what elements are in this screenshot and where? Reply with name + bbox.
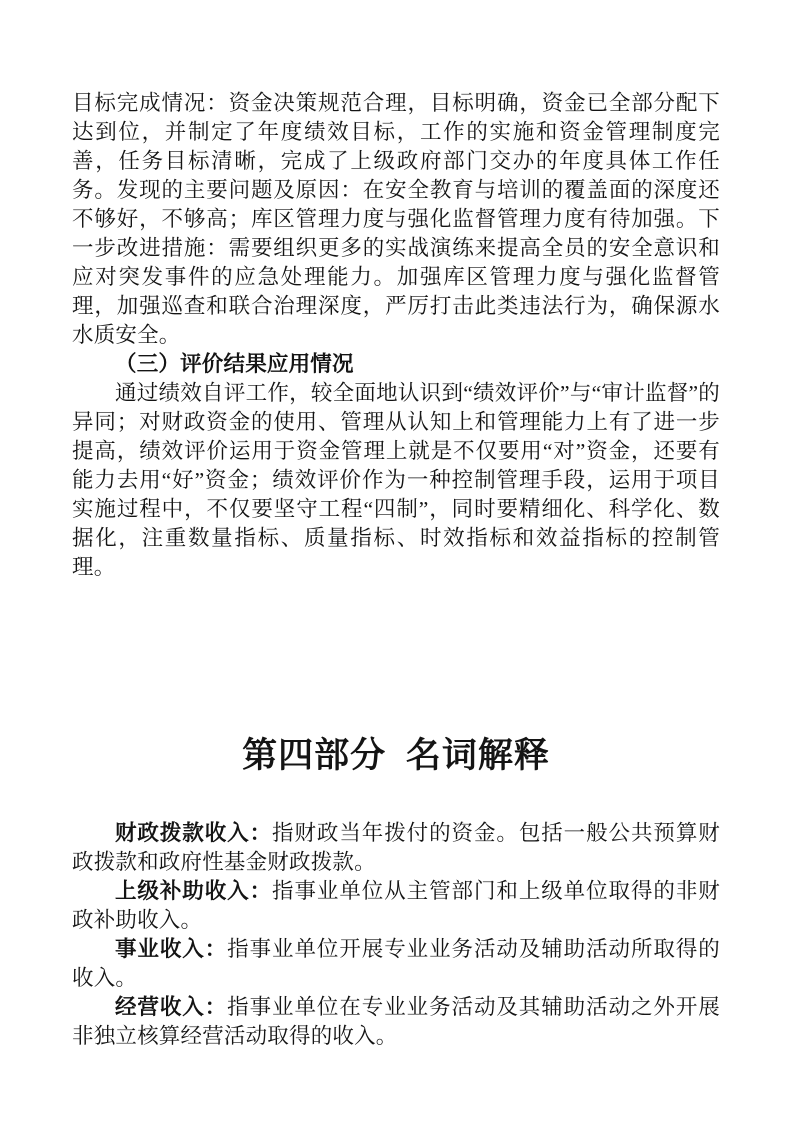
definition-term: 上级补助收入： [115,879,273,903]
paragraph-goal-completion: 目标完成情况：资金决策规范合理，目标明确，资金已全部分配下达到位，并制定了年度绩效目标，工作的实施和资金管理制度完善，任务目标清晰，完成了上级政府部门交办的年度具体工作任务。发现的主要问题及原因：在安全教育与培训的覆盖面的深度还不够好，不够高；库区管理力度与强化监督管理力度有待加强。下一步改进措施：需要组织更多的实战演练来提高全员的安全意识和应对突发事件的应急处理能力。加强库区管理力度与强化监督管理，加强巡查和联合治理深度，严厉打击此类违法行为，确保源水水质安全。 [72,91,720,347]
definition-item-operating-income [72,993,720,1051]
definition-term: 财政拨款收入： [115,821,273,845]
definition-body: 指事业单位开展专业业务活动及辅助活动所取得的收入。 [72,937,720,990]
section-heading-evaluation-result-application: （三）评价结果应用情况 [115,352,354,376]
definitions-section [72,819,720,1051]
definition-body: 指事业单位从主管部门和上级单位取得的非财政补助收入。 [72,879,720,932]
definition-body: 指事业单位在专业业务活动及其辅助活动之外开展非独立核算经营活动取得的收入。 [72,995,720,1048]
part-title: 第四部分 名词解释 [242,736,550,775]
definition-item-fiscal-appropriation [72,819,720,877]
definition-body: 指财政当年拨付的资金。包括一般公共预算财政拨款和政府性基金财政拨款。 [72,821,720,874]
paragraph-evaluation-results: 通过绩效自评工作，较全面地认识到“绩效评价”与“审计监督”的异同；对财政资金的使用、管理从认知上和管理能力上有了进一步提高，绩效评价运用于资金管理上就是不仅要用“对”资金，还要有能力去用“好”资金；绩效评价作为一种控制管理手段，运用于项目实施过程中，不仅要坚守工程“四制”，同时要精细化、科学化、数据化，注重数量指标、质量指标、时效指标和效益指标的控制管理。 [72,381,720,579]
definition-item-business-income [72,935,720,993]
definition-term: 事业收入： [115,937,228,961]
definition-term: 经营收入： [115,995,228,1019]
definition-item-superior-subsidy [72,877,720,935]
